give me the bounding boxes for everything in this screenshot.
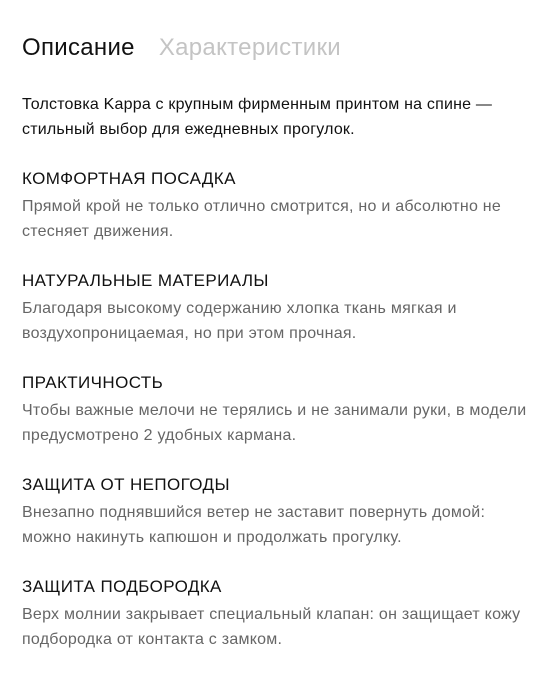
section-title: КОМФОРТНАЯ ПОСАДКА: [22, 169, 236, 188]
section-text: Внезапно поднявшийся ветер не заставит повернуть домой: можно накинуть капюшон и продолжать прогулку.: [22, 504, 486, 546]
section-text: Верх молнии закрывает специальный клапан: он защищает кожу подбородка от контакта с замком.: [22, 606, 521, 648]
tab-characteristics[interactable]: Характеристики: [158, 34, 341, 61]
section-comfortable-fit: [22, 168, 538, 244]
section-title: ПРАКТИЧНОСТЬ: [22, 373, 164, 392]
section-title: ЗАЩИТА ПОДБОРОДКА: [22, 577, 222, 596]
intro-text: Толстовка Kappa с крупным фирменным принтом на спине — стильный выбор для ежедневных прогулок.: [22, 96, 493, 138]
section-text: Благодаря высокому содержанию хлопка ткань мягкая и воздухопроницаемая, но при этом прочная.: [22, 300, 457, 342]
tab-bar: [22, 34, 538, 74]
section-natural-materials: [22, 270, 538, 346]
section-text: Прямой крой не только отлично смотрится, но и абсолютно не стесняет движения.: [22, 198, 502, 240]
tab-description[interactable]: Описание: [22, 34, 135, 61]
section-practicality: [22, 372, 538, 448]
section-text: Чтобы важные мелочи не терялись и не занимали руки, в модели предусмотрено 2 удобных кармана.: [22, 402, 527, 444]
section-chin-protection: [22, 576, 538, 652]
section-title: ЗАЩИТА ОТ НЕПОГОДЫ: [22, 475, 230, 494]
section-title: НАТУРАЛЬНЫЕ МАТЕРИАЛЫ: [22, 271, 269, 290]
section-weather-protection: [22, 474, 538, 550]
